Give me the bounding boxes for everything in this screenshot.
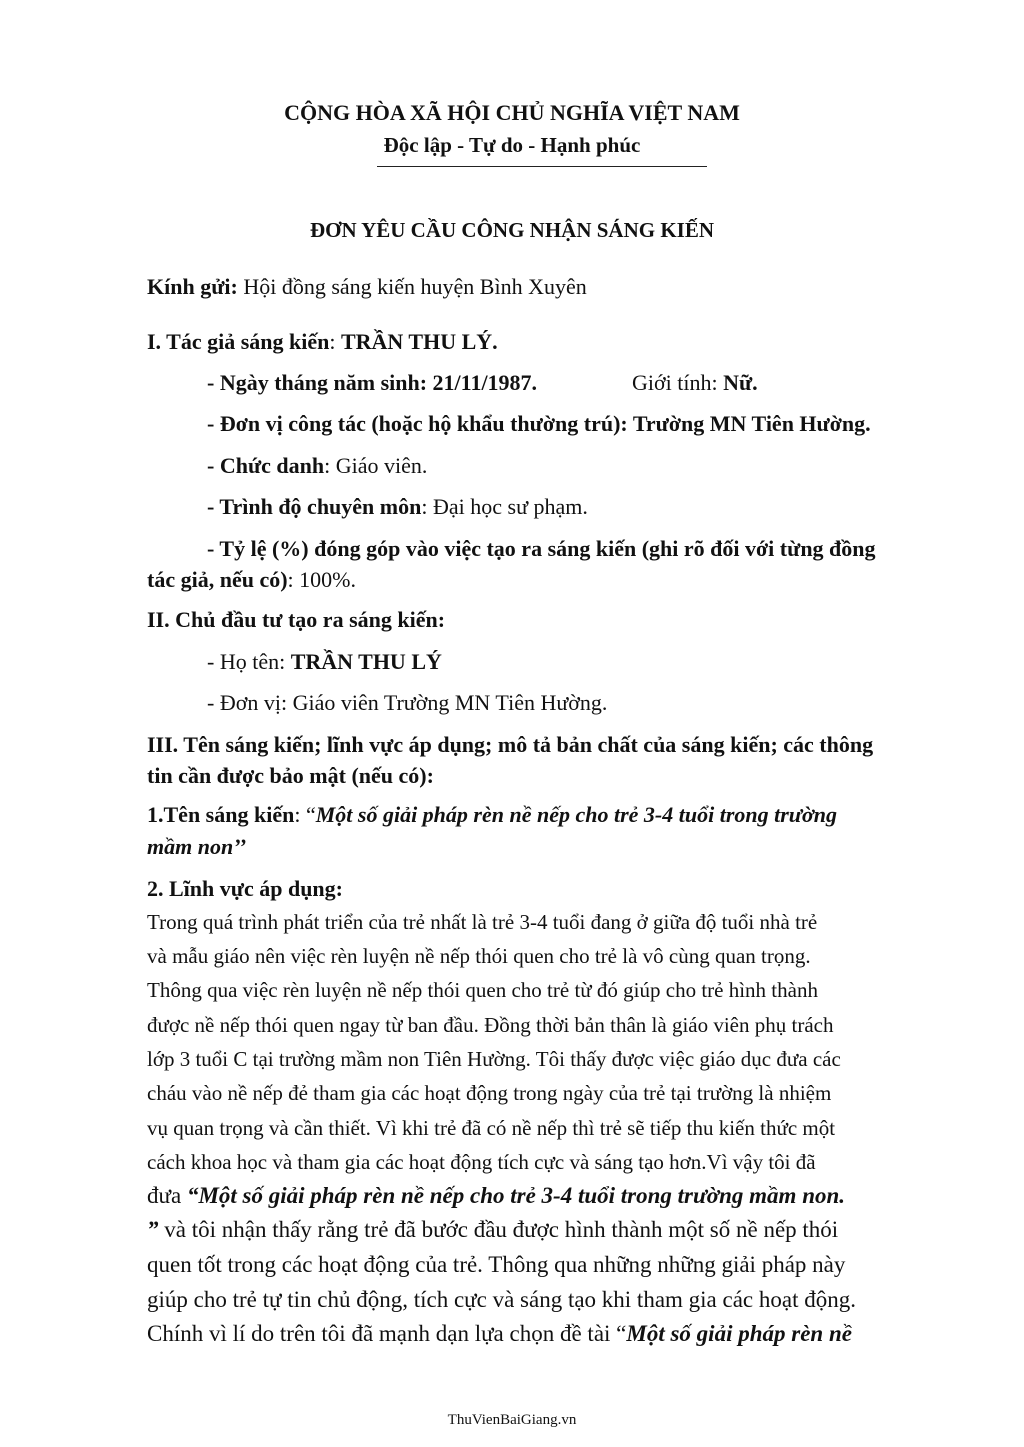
recipient-label: Kính gửi: <box>147 274 238 299</box>
author-gender <box>632 370 758 396</box>
degree-value: : Đại học sư phạm. <box>421 494 588 519</box>
position-label: - Chức danh <box>207 453 325 478</box>
recipient-line <box>147 274 587 300</box>
motto-underline <box>377 166 707 167</box>
author-label: I. Tác giả sáng kiến <box>147 329 330 354</box>
body-line: vụ quan trọng và cần thiết. Vì khi trẻ đã có nề nếp thì trẻ sẽ tiếp thu kiến thức một <box>147 1116 836 1140</box>
initiative-name-line1 <box>147 802 837 828</box>
author-colon: : <box>329 329 341 354</box>
position-value: : Giáo viên. <box>324 453 428 478</box>
initiative-name-line2: mầm non’’ <box>147 834 247 859</box>
section3-heading-line2: tin cần được bảo mật (nếu có): <box>147 763 434 788</box>
investor-unit: - Đơn vị: Giáo viên Trường MN Tiên Hường. <box>207 690 608 715</box>
contribution-ratio-line2 <box>147 567 356 593</box>
author-dob: - Ngày tháng năm sinh: 21/11/1987. <box>207 370 538 395</box>
recipient-value: Hội đồng sáng kiến huyện Bình Xuyên <box>237 274 587 299</box>
investor-name-label: - Họ tên: <box>207 649 291 674</box>
body-line: được nề nếp thói quen ngay từ ban đầu. Đồng thời bản thân là giáo viên phụ trách <box>147 1013 834 1037</box>
body-line: Trong quá trình phát triển của trẻ nhất là trẻ 3-4 tuổi đang ở giữa độ tuổi nhà trẻ <box>147 910 818 934</box>
body-line: quen tốt trong các hoạt động của trẻ. Thông qua những những giải pháp này <box>147 1252 846 1277</box>
investor-heading: II. Chủ đầu tư tạo ra sáng kiến: <box>147 607 446 632</box>
gender-label: Giới tính: <box>632 370 724 395</box>
body-prefix: Chính vì lí do trên tôi đã mạnh dạn lựa chọn đề tài “ <box>147 1321 627 1346</box>
body-line: cách khoa học và tham gia các hoạt động tích cực và sáng tạo hơn.Vì vậy tôi đã <box>147 1150 816 1174</box>
body-line: lớp 3 tuổi C tại trường mầm non Tiên Hường. Tôi thấy được việc giáo dục đưa các <box>147 1047 841 1071</box>
ratio-label: tác giả, nếu có) <box>147 567 288 592</box>
quoted-title: Một số giải pháp rèn nề <box>626 1321 852 1346</box>
section3-heading-line1: III. Tên sáng kiến; lĩnh vực áp dụng; mô tả bản chất của sáng kiến; các thông <box>147 732 874 757</box>
body-rest: và tôi nhận thấy rằng trẻ đã bước đầu được hình thành một số nề nếp thói <box>158 1217 839 1242</box>
author-position <box>207 453 427 479</box>
body-line-quote-end <box>147 1217 838 1243</box>
author-name: TRẦN THU LÝ. <box>340 329 498 354</box>
body-line: Thông qua việc rèn luyện nề nếp thói quen cho trẻ từ đó giúp cho trẻ hình thành <box>147 978 818 1002</box>
initiative-title: Một số giải pháp rèn nề nếp cho trẻ 3-4 tuổi trong trường <box>315 802 838 827</box>
gender-value: Nữ. <box>723 370 758 395</box>
nation-heading: CỘNG HÒA XÃ HỘI CHỦ NGHĨA VIỆT NAM <box>284 100 740 125</box>
body-line: và mẫu giáo nên việc rèn luyện nề nếp thói quen cho trẻ là vô cùng quan trọng. <box>147 944 811 968</box>
investor-name-value: TRẦN THU LÝ <box>290 649 442 674</box>
initiative-name-colon: : “ <box>294 802 316 827</box>
body-line-last <box>147 1321 852 1347</box>
author-degree <box>207 494 588 520</box>
quoted-title: “Một số giải pháp rèn nề nếp cho trẻ 3-4 tuổi trong trường mầm non. <box>186 1183 846 1208</box>
degree-label: - Trình độ chuyên môn <box>207 494 422 519</box>
closing-quote: ” <box>147 1217 159 1242</box>
footer-watermark: ThuVienBaiGiang.vn <box>447 1412 577 1428</box>
contribution-ratio-line1: - Tỷ lệ (%) đóng góp vào việc tạo ra sáng kiến (ghi rõ đối với từng đồng <box>207 536 876 561</box>
motto-heading: Độc lập - Tự do - Hạnh phúc <box>383 133 641 157</box>
author-heading <box>147 329 498 355</box>
document-title: ĐƠN YÊU CẦU CÔNG NHẬN SÁNG KIẾN <box>309 218 715 242</box>
body-line: giúp cho trẻ tự tin chủ động, tích cực và sáng tạo khi tham gia các hoạt động. <box>147 1287 856 1312</box>
body-line: cháu vào nề nếp đẻ tham gia các hoạt động trong ngày của trẻ tại trường là nhiệm <box>147 1081 832 1105</box>
application-field-heading: 2. Lĩnh vực áp dụng: <box>147 876 343 901</box>
body-prefix: đưa <box>147 1183 187 1208</box>
body-line-quote-start <box>147 1183 845 1209</box>
author-unit: - Đơn vị công tác (hoặc hộ khẩu thường trú): Trường MN Tiên Hường. <box>207 411 871 436</box>
investor-name <box>207 649 442 675</box>
ratio-value: : 100%. <box>287 567 356 592</box>
initiative-name-label: 1.Tên sáng kiến <box>147 802 295 827</box>
